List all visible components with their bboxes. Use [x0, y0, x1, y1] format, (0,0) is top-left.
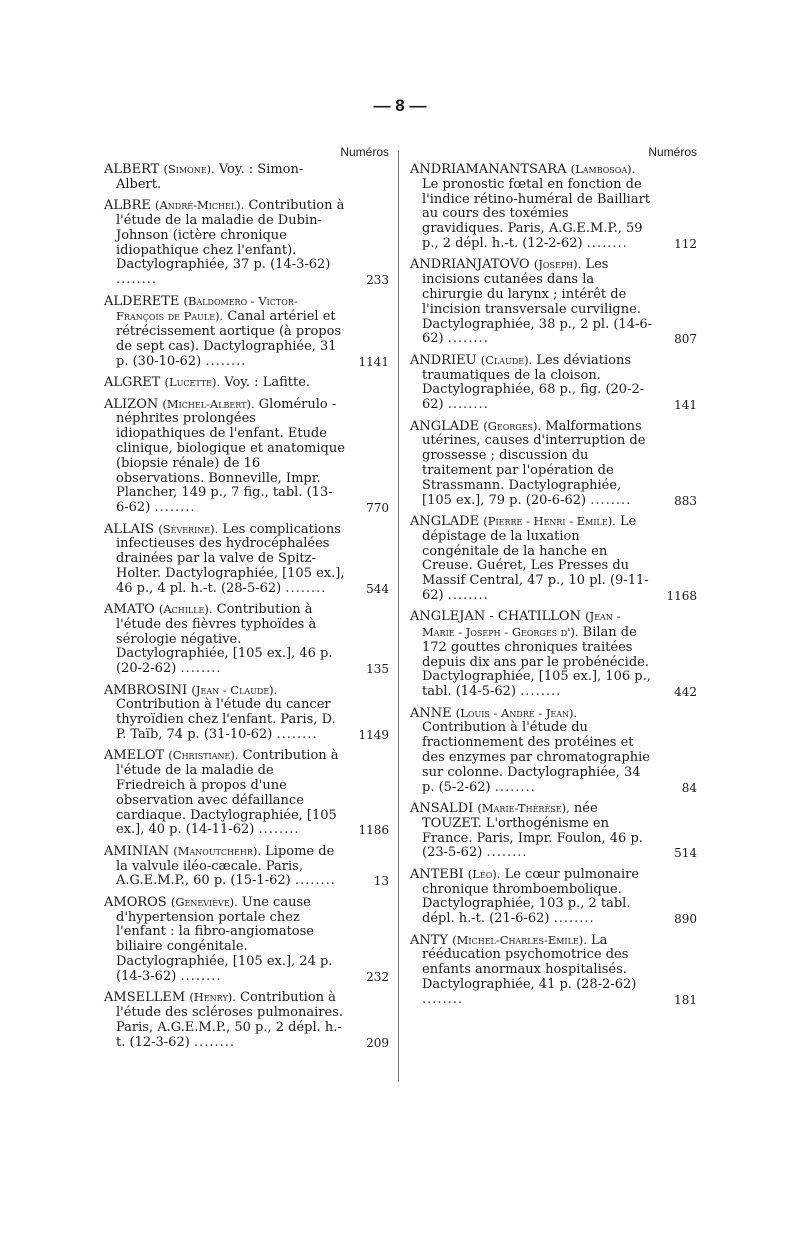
- entry-given: (Lucette).: [164, 375, 221, 390]
- leader-dots: ........: [447, 397, 489, 413]
- entry-body: Malformations utérines, causes d'interruption de grossesse ; discussion du traitement par l'opération de Strassmann. Dactylographiée, [105 ex.], 79 p.: [422, 418, 646, 508]
- entry-text: [410, 419, 653, 509]
- leader-dots: ........: [553, 911, 595, 927]
- entry-number: 181: [674, 992, 697, 1007]
- entry-name: ANGLADE: [410, 513, 480, 529]
- leader-dots: ........: [590, 492, 632, 508]
- entry-body: Le pronostic fœtal en fonction de l'indice rétino-huméral de Bailliart au cours des toxémies gravidiques. Paris, A.G.E.M.P., 59 p., 2 dépl. h.-t.: [422, 176, 651, 251]
- entry-name: AMELOT: [104, 748, 165, 764]
- entry-given: (Louis - André - Jean).: [455, 705, 578, 720]
- entry-tail: (14-3-62): [116, 968, 177, 984]
- list-item: [104, 375, 389, 391]
- entry-given: (Achille).: [158, 602, 213, 617]
- list-item: [410, 933, 697, 1008]
- entry-given: (André-Michel).: [155, 198, 245, 213]
- list-item: [104, 522, 389, 597]
- entry-body: Une cause d'hypertension portale chez l'enfant : la fibro-angiomatose biliaire congénitale. Dactylographiée, [105 ex.], 24 p.: [116, 894, 333, 969]
- entry-tail: (9-11-62): [422, 573, 649, 603]
- entry-text: [104, 294, 345, 370]
- entry-number: 135: [366, 662, 389, 677]
- entry-given: (Geneviève).: [170, 894, 238, 909]
- entry-name: ANDRIEU: [410, 352, 477, 368]
- leader-dots: ........: [586, 235, 628, 251]
- list-item: [104, 990, 389, 1050]
- entry-body: Glomérulo - néphrites prolongées idiopathiques de l'enfant. Etude clinique, biologique et anatomique (biopsie rénale) de 16 observations. Bonneville, Impr. Plancher, 149 p., 7 fig., tabl.: [116, 396, 345, 501]
- entry-text: [104, 162, 345, 193]
- entry-tail: (31-10-62): [203, 727, 273, 743]
- entry-tail: (12-3-62): [129, 1034, 190, 1050]
- entry-text: [104, 895, 345, 985]
- entry-name: ANDRIANJATOVO: [410, 257, 530, 273]
- entry-number: 883: [674, 493, 697, 508]
- entry-given: (Claude).: [480, 352, 533, 367]
- entry-body: Contribution à l'étude du cancer thyroïdien chez l'enfant. Paris, D. P. Taïb, 74 p.: [116, 697, 336, 743]
- list-item: [104, 844, 389, 889]
- entry-name: ALGRET: [104, 375, 161, 391]
- entry-tail: (20-2-62): [422, 382, 645, 413]
- list-item: [410, 514, 697, 604]
- entry-text: [104, 683, 345, 743]
- leader-dots: ........: [154, 500, 196, 516]
- leader-dots: ........: [285, 580, 327, 596]
- list-item: [410, 162, 697, 252]
- entry-text: [410, 162, 653, 252]
- right-column: [410, 142, 697, 1013]
- entry-given: (Georges).: [483, 418, 542, 433]
- entry-name: ANGLADE: [410, 418, 480, 434]
- left-column: [104, 142, 389, 1056]
- leader-dots: ........: [116, 272, 158, 288]
- entry-name: ANGLEJAN - CHATILLON: [410, 609, 581, 625]
- entry-text: [410, 933, 653, 1008]
- entry-body: Le cœur pulmonaire chronique thromboembolique. Dactylographiée, 103 p., 2 tabl. dépl. h.-t.: [422, 866, 640, 927]
- entry-given: (Christiane).: [168, 748, 239, 763]
- list-item: [410, 609, 697, 700]
- entry-body: La rééducation psychomotrice des enfants anormaux hospitalisés. Dactylographiée, 41 p.: [422, 932, 629, 992]
- entry-text: [104, 748, 345, 838]
- entry-text: [104, 375, 345, 391]
- leader-dots: ........: [276, 727, 318, 743]
- entry-text: [410, 706, 653, 796]
- leader-dots: ........: [494, 779, 536, 795]
- entry-list: [104, 162, 389, 1050]
- list-item: [410, 801, 697, 861]
- entry-number: 112: [674, 236, 697, 251]
- entry-number: 890: [674, 912, 697, 927]
- entry-given: (Baldomero - Victor-François de Paule).: [116, 293, 298, 324]
- entry-name: AMOROS: [104, 894, 167, 910]
- entry-given: (Léo).: [467, 866, 501, 881]
- entry-name: AMATO: [104, 602, 155, 618]
- entry-number: 1141: [358, 354, 389, 369]
- entry-number: 141: [674, 398, 697, 413]
- entry-text: [104, 397, 345, 516]
- entry-name: ANSALDI: [410, 801, 474, 817]
- page-number: — 8 —: [373, 96, 427, 115]
- entry-given: (Jean - Claude).: [191, 682, 278, 697]
- entry-name: ALIZON: [104, 396, 159, 412]
- entry-tail: (28-2-62): [576, 976, 637, 992]
- entry-name: ANTY: [410, 932, 449, 948]
- entry-body: Contribution à l'étude des fièvres typhoïdes à sérologie négative. Dactylographiée, [105 ex.], 46 p.: [116, 602, 333, 662]
- entry-body: Bilan de 172 gouttes chroniques traitées depuis dix ans par le probénécide. Dactylographiée, [105 ex.], 106 p., tabl.: [422, 625, 651, 700]
- entry-text: [410, 801, 653, 861]
- entry-body: Les complications infectieuses des hydrocéphalées drainées par la valve de Spitz-Holter. Dactylographiée, [105 ex.], 46 p., 4 pl. h.-t.: [116, 521, 345, 596]
- entry-body: Contribution à l'étude de la maladie de Friedreich à propos d'une observation avec défaillance cardiaque. Dactylographiée, [105 ex.], 40 p.: [116, 748, 339, 838]
- entry-tail: (23-5-62): [422, 845, 483, 861]
- entry-number: 807: [674, 332, 697, 347]
- entry-number: 1186: [358, 823, 389, 838]
- entry-number: 1149: [358, 728, 389, 743]
- leader-dots: ........: [447, 587, 489, 603]
- entry-name: ANTEBI: [410, 866, 464, 882]
- entry-number: 1168: [666, 588, 697, 603]
- entry-body: Le dépistage de la luxation congénitale de la hanche en Creuse. Guéret, Les Presses du Massif Central, 47 p., 10 pl.: [422, 513, 637, 589]
- entry-tail: (21-6-62): [489, 911, 550, 927]
- entry-number: 770: [366, 501, 389, 516]
- entry-tail: (12-2-62): [522, 235, 583, 251]
- list-item: [410, 419, 697, 509]
- entry-text: [104, 602, 345, 677]
- entry-text: [104, 522, 345, 597]
- list-item: [104, 294, 389, 370]
- list-item: [104, 602, 389, 677]
- entry-given: (Michel-Albert).: [162, 396, 255, 411]
- entry-name: ANDRIAMANANTSARA: [410, 162, 567, 177]
- entry-tail: (14-11-62): [185, 822, 255, 838]
- entry-tail: (5-2-62): [438, 779, 491, 795]
- entry-name: ALDERETE: [104, 293, 180, 309]
- entry-given: (Manoutchehr).: [173, 843, 262, 858]
- entry-name: ALBRE: [104, 198, 151, 214]
- column-header: Numéros: [340, 145, 389, 159]
- entry-tail: (30-10-62): [132, 353, 202, 369]
- list-item: [104, 198, 389, 288]
- list-item: [410, 353, 697, 413]
- leader-dots: ........: [180, 661, 222, 677]
- entry-text: [104, 198, 345, 288]
- list-item: [410, 706, 697, 796]
- entry-body: Les incisions cutanées dans la chirurgie du larynx ; intérêt de l'incision transversale curviligne. Dactylographiée, 38 p., 2 pl.: [422, 257, 641, 332]
- entry-tail: (14-6-62): [422, 316, 653, 347]
- entry-number: 13: [373, 874, 389, 889]
- entry-body: Voy. : Simon-Albert.: [116, 162, 304, 192]
- entry-number: 514: [674, 846, 697, 861]
- entry-number: 84: [681, 780, 697, 795]
- entry-body: Les déviations traumatiques de la cloison. Dactylographiée, 68 p., fig.: [422, 352, 632, 398]
- leader-dots: ........: [294, 873, 336, 889]
- entry-name: AMINIAN: [104, 843, 170, 859]
- entry-tail: (28-5-62): [220, 580, 282, 596]
- leader-dots: ........: [422, 991, 464, 1007]
- list-item: [104, 895, 389, 985]
- leader-dots: ........: [447, 331, 489, 347]
- list-item: [104, 748, 389, 838]
- entry-text: [410, 257, 653, 347]
- entry-name: ALLAIS: [104, 521, 155, 537]
- entry-text: [410, 867, 653, 927]
- entry-given: (Simone).: [163, 162, 215, 176]
- entry-given: (Henry).: [189, 990, 236, 1005]
- entry-number: 209: [366, 1035, 389, 1050]
- entry-tail: (20-2-62): [116, 661, 177, 677]
- entry-body: Lipome de la valvule iléo-cæcale. Paris, A.G.E.M.P., 60 p.: [116, 843, 335, 889]
- entry-tail: (15-1-62): [230, 873, 291, 889]
- entry-body: Contribution à l'étude des scléroses pulmonaires. Paris, A.G.E.M.P., 50 p., 2 dépl. h.-t.: [116, 990, 343, 1050]
- entry-text: [410, 609, 653, 700]
- entry-body: née TOUZET. L'orthogénisme en France. Paris, Impr. Foulon, 46 p.: [422, 801, 643, 846]
- entry-body: Voy. : Lafitte.: [224, 375, 311, 391]
- entry-given: (Lambosoa).: [570, 162, 636, 176]
- leader-dots: ........: [258, 822, 300, 838]
- list-item: [104, 397, 389, 516]
- entry-tail: (14-5-62): [455, 684, 517, 700]
- entry-tail: (14-3-62): [270, 257, 331, 273]
- entry-body: Canal artériel et rétrécissement aortique (à propos de sept cas). Dactylographiée, 31 p.: [116, 309, 342, 369]
- list-item: [104, 683, 389, 743]
- leader-dots: ........: [180, 968, 222, 984]
- entry-given: (Pierre - Henri - Emile).: [483, 513, 616, 528]
- entry-text: [410, 514, 653, 604]
- leader-dots: ........: [486, 845, 528, 861]
- entry-number: 442: [674, 685, 697, 700]
- entry-given: (Joseph).: [533, 257, 582, 272]
- entry-tail: (13-6-62): [116, 485, 333, 516]
- entry-text: [104, 844, 345, 889]
- entry-name: AMBROSINI: [104, 682, 188, 698]
- entry-text: [104, 990, 345, 1050]
- leader-dots: ........: [193, 1034, 235, 1050]
- column-divider: [398, 150, 399, 1082]
- entry-body: Contribution à l'étude du fractionnement des protéines et des enzymes par chromatographie sur colonne. Dactylographiée, 34 p.: [422, 720, 650, 795]
- leader-dots: ........: [520, 684, 562, 700]
- entry-tail: (20-6-62): [525, 492, 587, 508]
- entry-number: 233: [366, 273, 389, 288]
- leader-dots: ........: [205, 353, 247, 369]
- entry-number: 232: [366, 969, 389, 984]
- entry-text: [410, 353, 653, 413]
- entry-given: (Jean - Marie - Joseph - Georges d').: [422, 609, 621, 640]
- entry-given: (Michel-Charles-Emile).: [452, 932, 587, 947]
- entry-number: 544: [366, 581, 389, 596]
- entry-name: ALBERT: [104, 162, 160, 177]
- entry-list: [410, 162, 697, 1008]
- entry-name: AMSELLEM: [104, 990, 186, 1006]
- entry-given: (Séverine).: [158, 521, 219, 536]
- list-item: [410, 867, 697, 927]
- column-header: Numéros: [648, 145, 697, 159]
- list-item: [104, 162, 389, 193]
- entry-body: Contribution à l'étude de la maladie de Dubin-Johnson (ictère chronique idiopathique chez l'enfant). Dactylographiée, 37 p.: [116, 198, 345, 273]
- entry-name: ANNE: [410, 705, 452, 721]
- list-item: [410, 257, 697, 347]
- entry-given: (Marie-Thérèse),: [477, 801, 570, 816]
